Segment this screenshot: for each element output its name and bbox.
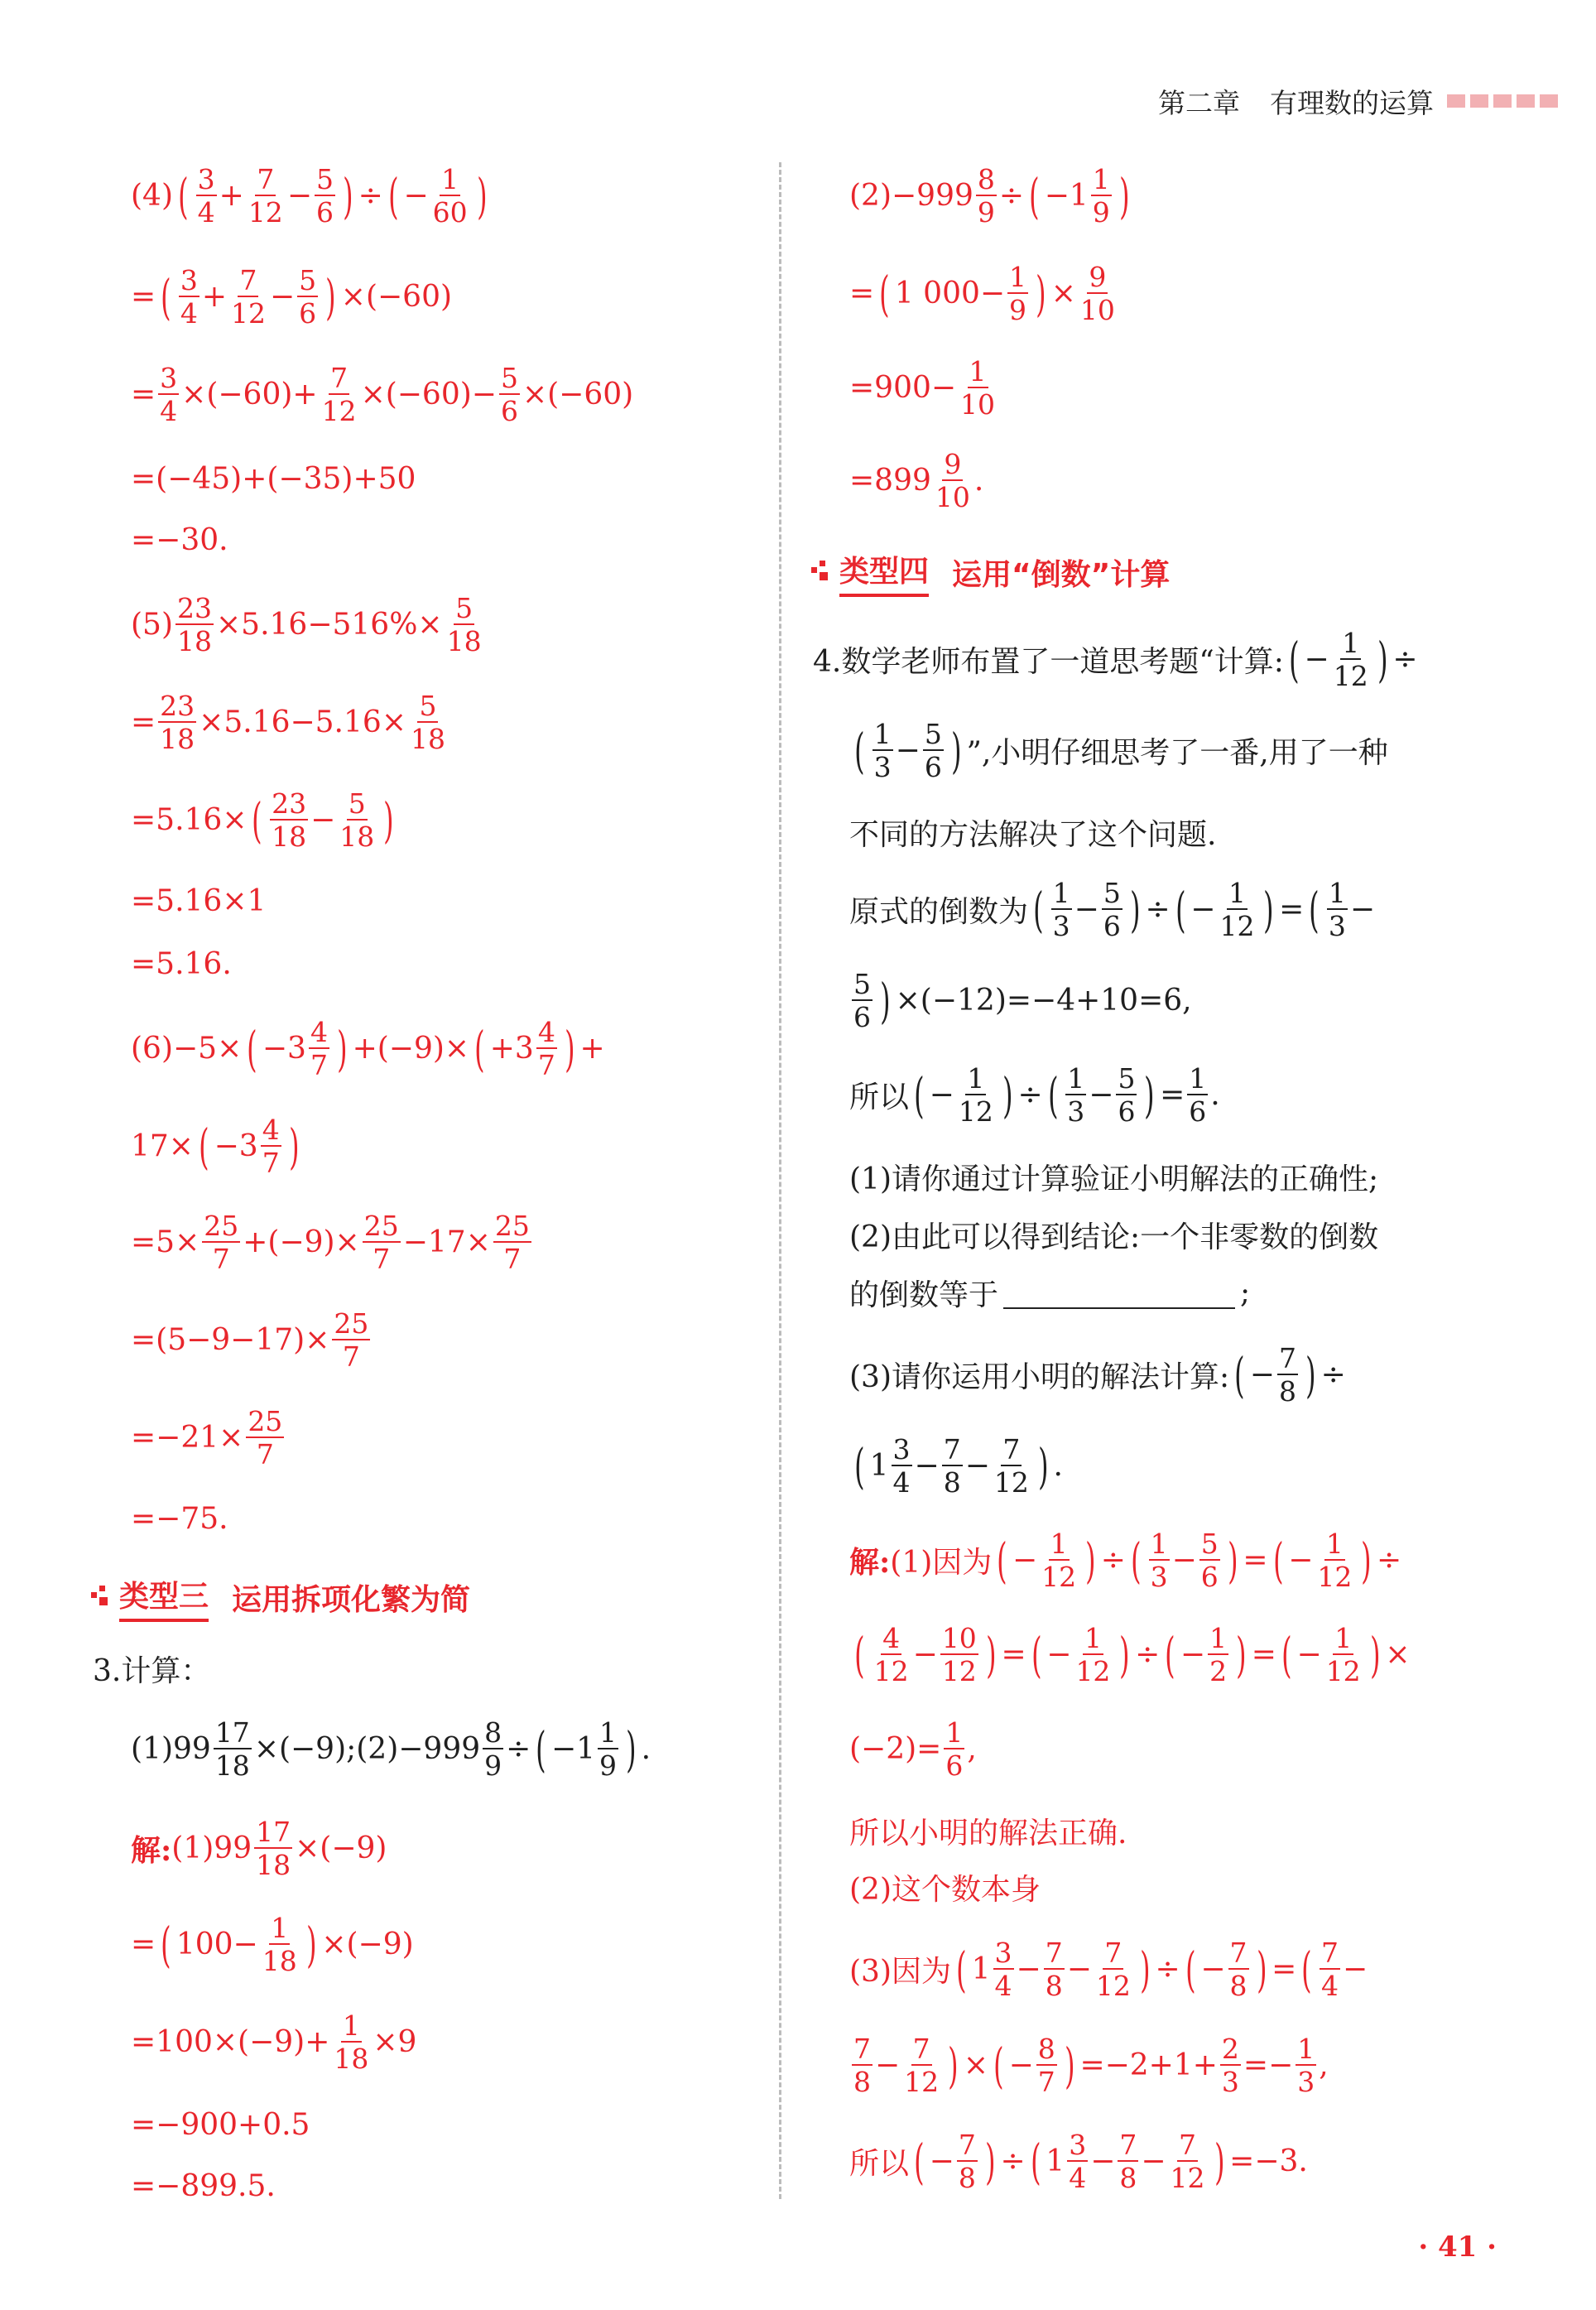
question-4-solution-1: 解: (1)因为 ( − $\frac{1}{12}$ ) ÷ ( $\frac{1}{3}$ − $\frac{5}{6}$ ) = ( − $\frac{1}{12}$ ) ÷ [849,1528,1402,1593]
question-4-solution-1-step-2: (−2)= $\frac{1}{6}$ , [849,1716,977,1782]
question-3-expression: (1)99 $\frac{17}{18}$ ×(−9);(2)−999 $\frac{8}{9}$ ÷ ( −1 $\frac{1}{9}$ ) . [131,1716,651,1782]
problem-6-expression: (6) −5× ( −3 $\frac{4}{7}$ ) +(−9)× ( +3 $\frac{4}{7}$ ) + [131,1016,605,1081]
question-3-label: 3.计算： [93,1654,211,1688]
question-4-part-3: (3)请你运用小明的解法计算: ( − $\frac{7}{8}$ ) ÷ [849,1342,1346,1408]
question-4-part-1: (1)请你通过计算验证小明解法的正确性; [849,1162,1379,1196]
section-type-3-title: 运用拆项化繁为简 [232,1583,471,1617]
column-divider [779,162,781,2199]
question-4-so: 所以 ( − $\frac{1}{12}$ ) ÷ ( $\frac{1}{3}$ − $\frac{5}{6}$ ) = $\frac{1}{6}$ . [849,1062,1220,1128]
question-3-solution-2-step-1: = ( 1 000− $\frac{1}{9}$ ) × $\frac{9}{10}$ [849,261,1115,326]
question-4-intro: 4.数学老师布置了一道思考题“计算: ( − $\frac{1}{12}$ ) ÷ [813,627,1418,692]
page-number: · 41 · [1418,2231,1497,2264]
question-3-solution-1: 解: (1)99 $\frac{17}{18}$ ×(−9) [131,1816,387,1881]
section-type-3-label: 类型三 [119,1573,209,1622]
question-4-solution-3: (3)因为 ( 1 $\frac{3}{4}$ − $\frac{7}{8}$ − $\frac{7}{12}$ ) ÷ ( − $\frac{7}{8}$ ) = ( $\frac{7}{4}$ − [849,1937,1368,2002]
question-4-solution-3-step-1: $\frac{7}{8}$ − $\frac{7}{12}$ ) × ( − $\frac{8}{7}$ ) =−2+1+ $\frac{2}{3}$ =− $\frac{1}{3}$ , [853,2033,1329,2098]
section-bullet-icon [811,561,834,585]
question-4-solution-2: (2)这个数本身 [849,1873,1041,1907]
problem-5-step-2: =5.16× ( $\frac{23}{18}$ − $\frac{5}{18}$ ) [131,787,394,853]
chapter-number: 第二章 [1158,86,1240,119]
problem-4-step-1: = ( $\frac{3}{4}$ + $\frac{7}{12}$ − $\frac{5}{6}$ ) ×(−60) [131,264,453,330]
question-3-solution-1-result: =−899.5. [131,2169,276,2203]
problem-5-result: =5.16. [131,947,232,981]
problem-5-step-3: =5.16×1 [131,884,267,918]
problem-5-expression: (5) $\frac{23}{18}$ ×5.16−516%× $\frac{5}{18}$ [131,592,482,657]
question-4-reciprocal: 原式的倒数为 ( $\frac{1}{3}$ − $\frac{5}{6}$ ) ÷ ( − $\frac{1}{12}$ ) = ( $\frac{1}{3}$ − [849,877,1376,942]
problem-4-result: =−30. [131,523,228,557]
question-4-part-2-cont: 的倒数等于 ; [849,1276,1251,1312]
question-3-solution-1-step-3: =−900+0.5 [131,2108,310,2142]
question-4-part-2: (2)由此可以得到结论:一个非零数的倒数 [849,1220,1379,1254]
section-type-4 [811,548,1170,597]
problem-4-step-3: =(−45)+(−35)+50 [131,462,416,496]
question-4-intro-line-3: 不同的方法解决了这个问题. [849,818,1217,852]
problem-6-step-2: =(5−9−17)× $\frac{25}{7}$ [131,1307,369,1373]
question-3-solution-2: (2) −999 $\frac{8}{9}$ ÷ ( −1 $\frac{1}{9}$ ) [849,163,1130,229]
question-4-reciprocal-cont: $\frac{5}{6}$ ) ×(−12)=−4+10=6, [853,968,1192,1033]
question-4-part-3-cont: ( 1 $\frac{3}{4}$ − $\frac{7}{8}$ − $\frac{7}{12}$ ) . [854,1433,1063,1499]
question-3-solution-2-step-2: =900− $\frac{1}{10}$ [849,355,996,421]
question-3-solution-2-result: =899 $\frac{9}{10}$ . [849,448,984,513]
chapter-title: 有理数的运算 [1270,86,1434,119]
question-4-solution-1-step-1: ( $\frac{4}{12}$ − $\frac{10}{12}$ ) = ( − $\frac{1}{12}$ ) ÷ ( − $\frac{1}{2}$ ) = ( − $\frac{1}{12}$ ) × [854,1622,1411,1687]
question-3-solution-1-step-1: = ( 100− $\frac{1}{18}$ ) ×(−9) [131,1912,414,1977]
problem-5-step-1: = $\frac{23}{18}$ ×5.16−5.16× $\frac{5}{18}$ [131,690,445,755]
question-4-solution-1-conclusion: 所以小明的解法正确. [849,1817,1127,1850]
section-type-4-label: 类型四 [839,548,929,597]
problem-4-expression: (4) ( $\frac{3}{4}$ + $\frac{7}{12}$ − $\frac{5}{6}$ ) ÷ ( − $\frac{1}{60}$ ) [131,163,488,229]
section-type-3 [91,1573,470,1622]
section-type-4-title: 运用“倒数”计算 [952,558,1171,592]
question-4-solution-3-result: 所以 ( − $\frac{7}{8}$ ) ÷ ( 1 $\frac{3}{4}$ − $\frac{7}{8}$ − $\frac{7}{12}$ ) =−3. [849,2129,1308,2194]
header-decoration [1447,94,1558,108]
page-header [1158,79,1558,123]
problem-6-expression-cont: 17× ( −3 $\frac{4}{7}$ ) [131,1114,300,1179]
problem-4-step-2: = $\frac{3}{4}$ ×(−60)+ $\frac{7}{12}$ ×(−60)− $\frac{5}{6}$ ×(−60) [131,362,634,427]
problem-6-step-1: =5× $\frac{25}{7}$ +(−9)× $\frac{25}{7}$ −17× $\frac{25}{7}$ [131,1210,530,1275]
section-bullet-icon [91,1586,114,1610]
question-3-solution-1-step-2: =100×(−9)+ $\frac{1}{18}$ ×9 [131,2009,417,2075]
question-4-intro-cont: ( $\frac{1}{3}$ − $\frac{5}{6}$ ) ”,小明仔细思考了一番,用了一种 [854,718,1388,783]
answer-blank[interactable] [1003,1278,1235,1309]
problem-6-result: =−75. [131,1502,228,1536]
problem-6-step-3: =−21× $\frac{25}{7}$ [131,1405,283,1470]
